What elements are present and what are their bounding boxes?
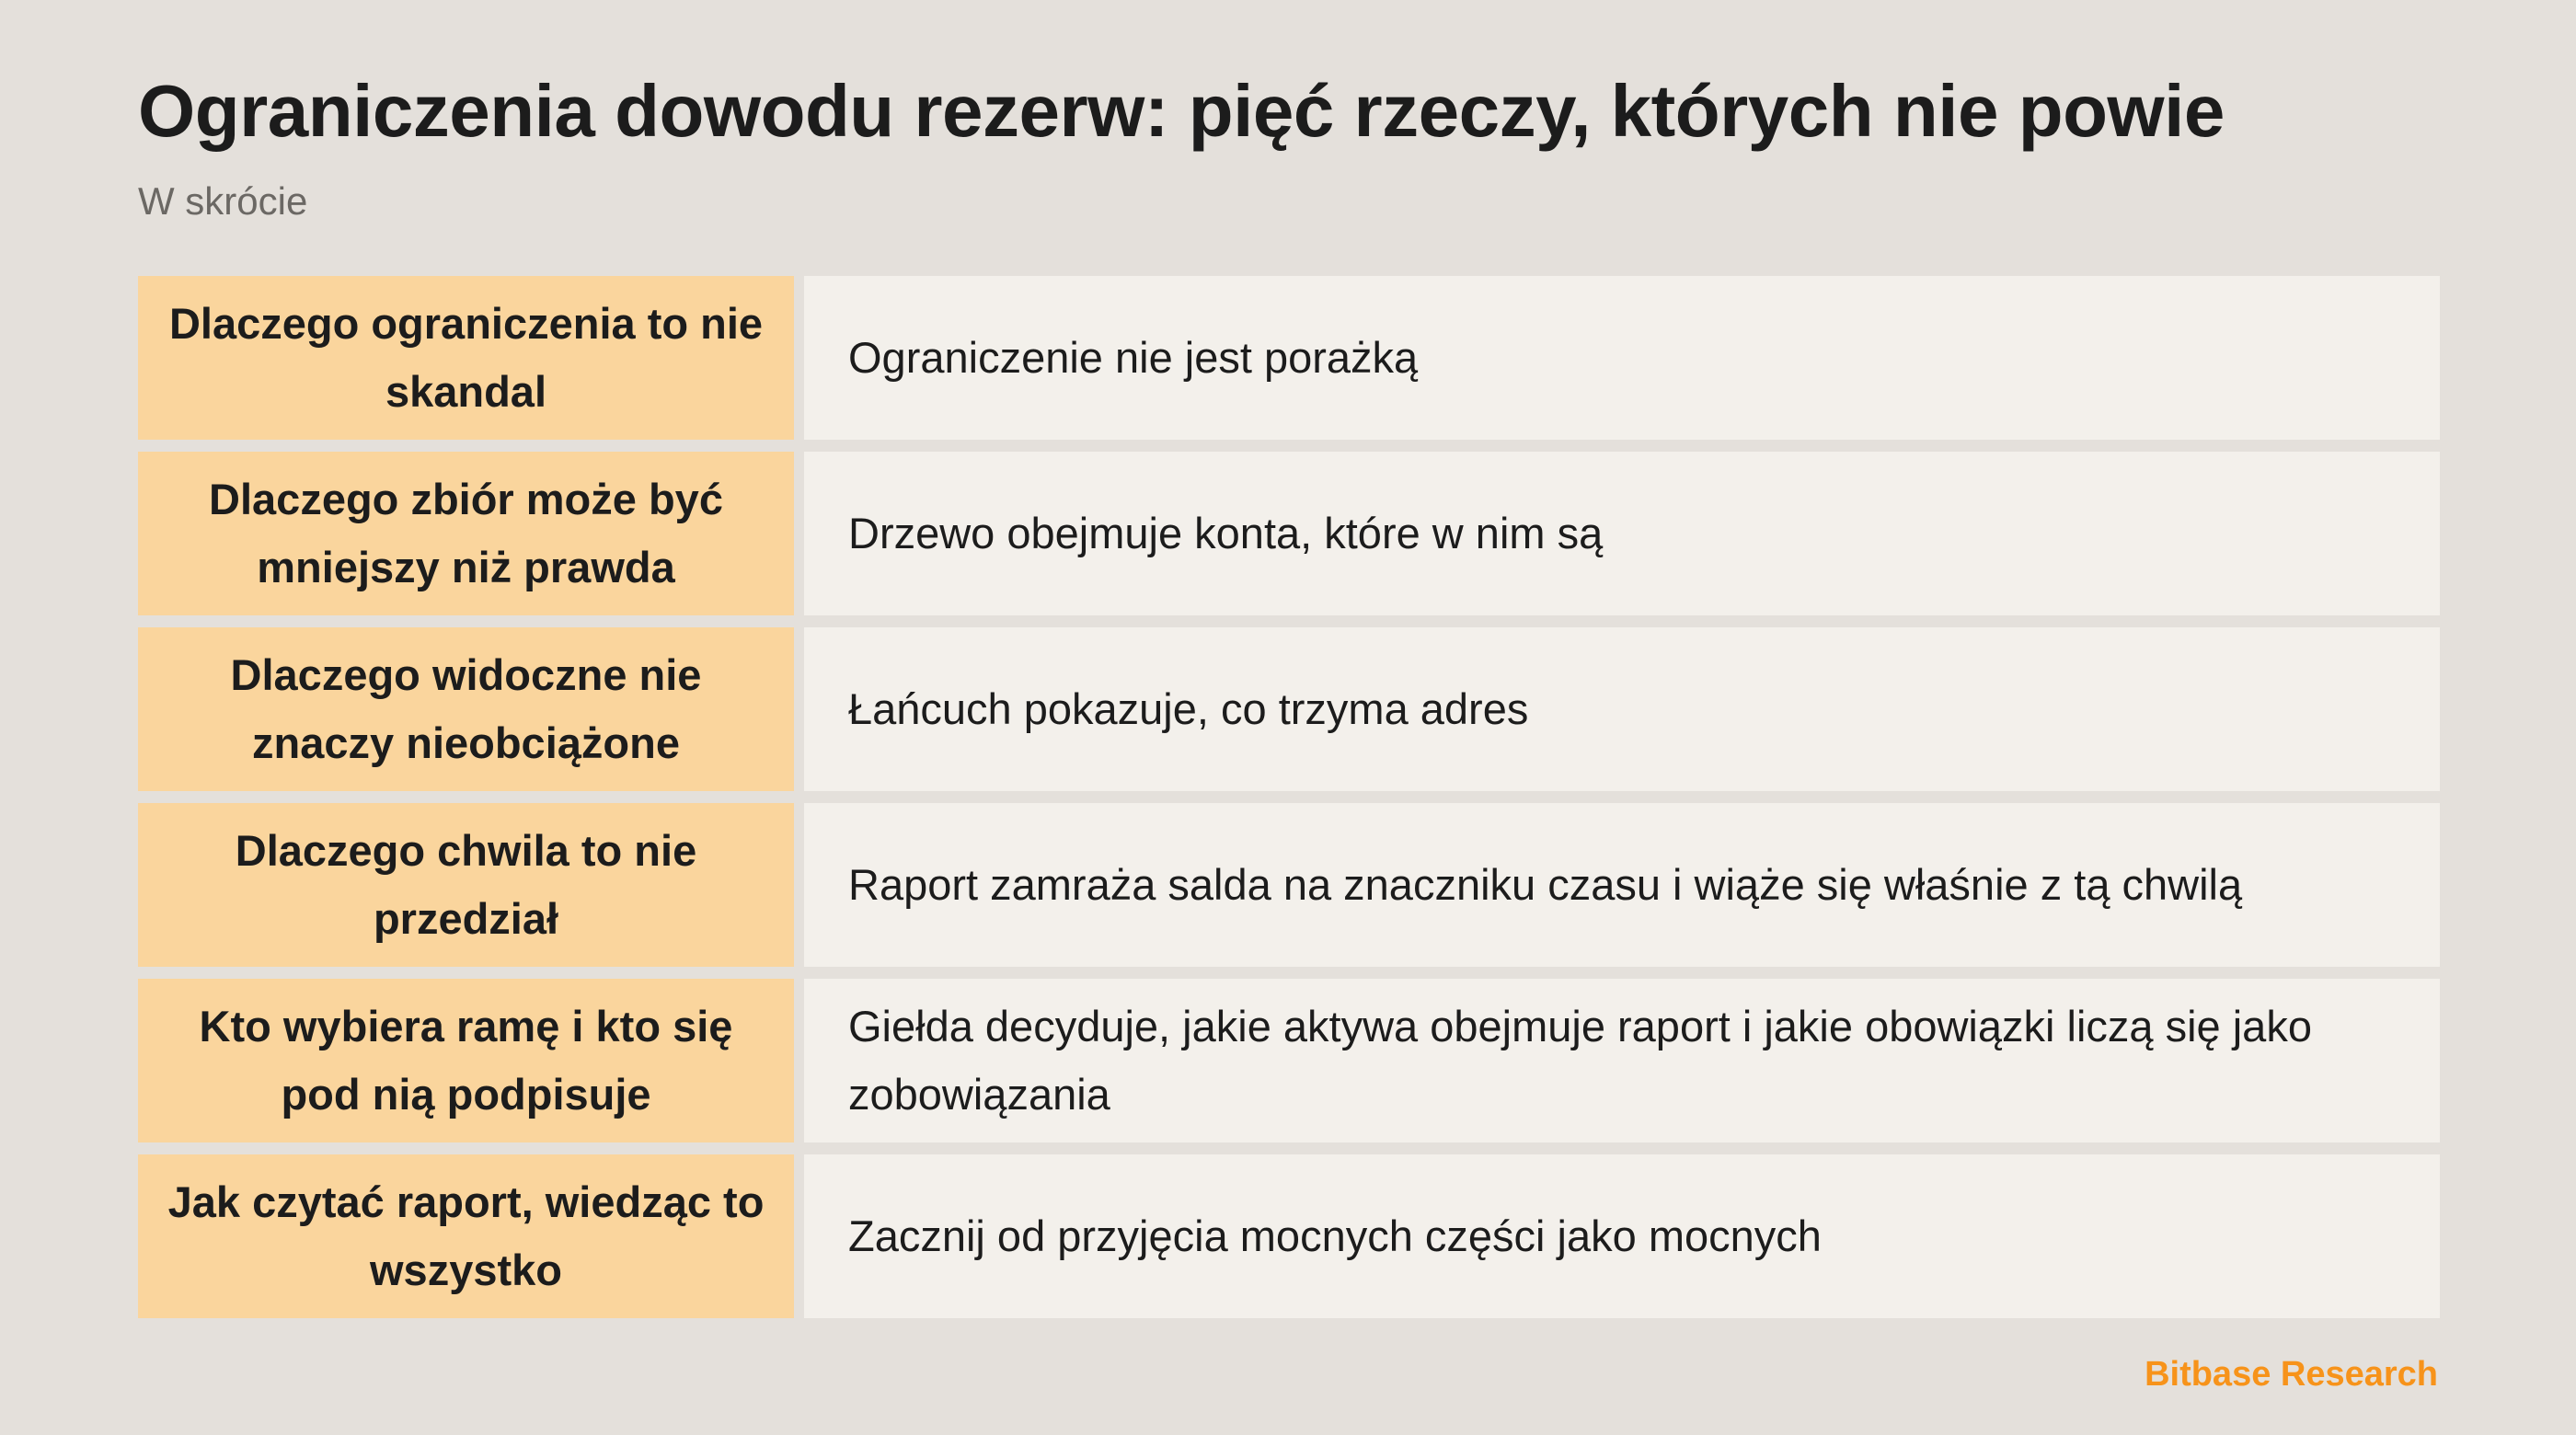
- table-row: [138, 627, 2440, 791]
- row-answer: Drzewo obejmuje konta, które w nim są: [804, 452, 2440, 615]
- row-answer: Ograniczenie nie jest porażką: [804, 276, 2440, 440]
- table-row: [138, 276, 2440, 440]
- row-question: Dlaczego widoczne nie znaczy nieobciążone: [138, 627, 794, 791]
- row-answer: Łańcuch pokazuje, co trzyma adres: [804, 627, 2440, 791]
- page-title: Ograniczenia dowodu rezerw: pięć rzeczy, których nie powie: [138, 70, 2225, 152]
- table-row: [138, 452, 2440, 615]
- row-question: Dlaczego zbiór może być mniejszy niż prawda: [138, 452, 794, 615]
- row-question: Dlaczego ograniczenia to nie skandal: [138, 276, 794, 440]
- table-row: [138, 803, 2440, 967]
- row-answer: Raport zamraża salda na znaczniku czasu i wiąże się właśnie z tą chwilą: [804, 803, 2440, 967]
- brand-label: Bitbase Research: [2145, 1355, 2438, 1394]
- row-answer: Giełda decyduje, jakie aktywa obejmuje raport i jakie obowiązki liczą się jako zobowiązania: [804, 979, 2440, 1142]
- table-row: [138, 979, 2440, 1142]
- row-question: Dlaczego chwila to nie przedział: [138, 803, 794, 967]
- row-question: Kto wybiera ramę i kto się pod nią podpisuje: [138, 979, 794, 1142]
- page-subtitle: W skrócie: [138, 179, 308, 223]
- row-answer: Zacznij od przyjęcia mocnych części jako mocnych: [804, 1154, 2440, 1318]
- row-question: Jak czytać raport, wiedząc to wszystko: [138, 1154, 794, 1318]
- table-row: [138, 1154, 2440, 1318]
- summary-table: [138, 276, 2440, 1318]
